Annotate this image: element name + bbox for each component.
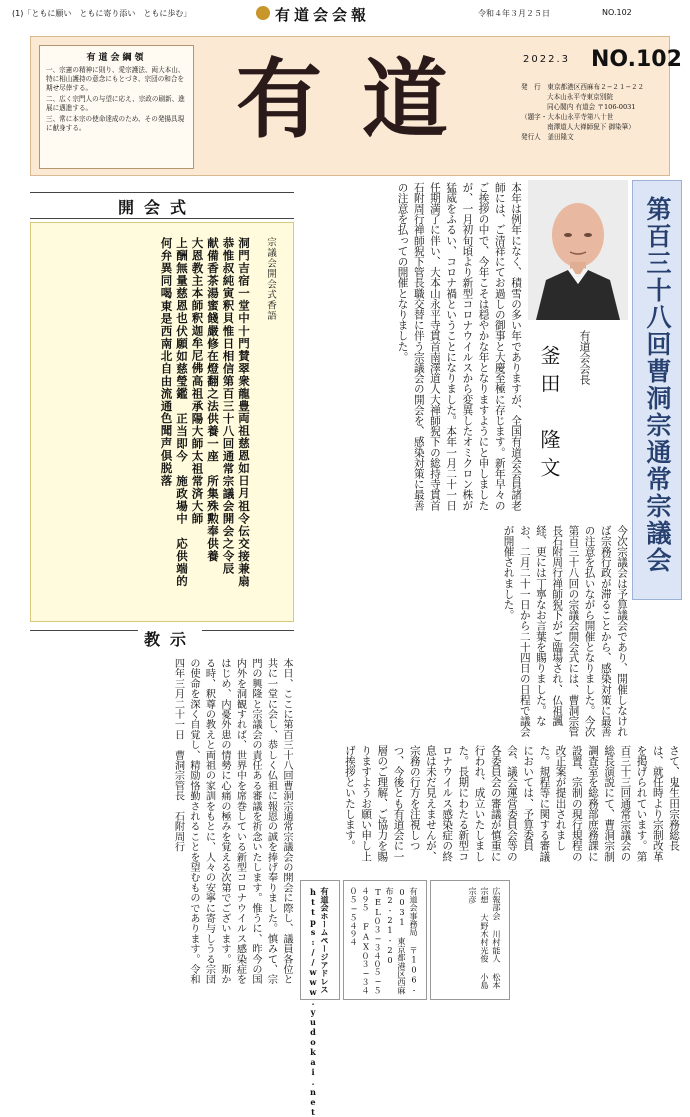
ceremony-title: 宗議会開会式香語 [265, 237, 276, 321]
article-title: 第百三十八回曹洞宗通常宗議会 [643, 196, 672, 574]
office-info: 有道会事務局 〒106-0031 東京都港区西麻布2-21-20 TEL０３−３４０５−５４９５ FAX０３−３４０５−５４９４ [349, 887, 419, 995]
divider [30, 218, 294, 219]
ceremony-verse-line: 東是西南北自由流通 [159, 299, 174, 412]
masthead [30, 36, 682, 176]
publication-line: 南澤道人大禅師猊下 御染筆） [547, 123, 635, 131]
ceremony-verse-line: 太祖常済大師 [190, 449, 205, 525]
ceremony-verse-line: 祖令伝交接兼扇 [237, 499, 251, 587]
instruction-body: 本日、ここに第百三十八回曹洞宗通常宗議会の開会に際し、議員各位と共に一堂に会し、恭しく仏祖に報恩の誠を捧げ奉りました。慎みて、宗門の興隆と宗議会の責任ある審議を祈念いたします。惟うに、昨今の国内外を洞観すれば、世界中を席巻している新型コロナウイルス感染症をはじめ、内憂外患の情勢に心痛の極みを覚える次第でございます。斯かる時、釈尊の教えと両祖の家訓をもとに、人々の安寧に寄与しうる宗団の使命を深く自覚し、精励恪勤されることを望むものであります。令和四年三月二十一日 曹洞宗管長 石附周行 [172, 658, 292, 985]
issue-date: 令和４年３月２５日 [478, 9, 550, 18]
ceremony-verse-line: 高祖承陽大師 [190, 374, 205, 450]
article-body-upper: 本年は例年になく、積雪の多い年でありますが、全国有道会会員諸老師には、ご清祥にてお過しの御事と大慶至極に存じます。新年早々のご挨拶の中で、今年こそは穏やかな年となりますようにと申しましたが、一月初旬頃より新型コロナウイルスから変異したオミクロン株が猛威をふるい、コロナ禍ということになりました。本年一月二十一日任期満了に伴い、大本山永平寺貫首南澤道人大禅師猊下の総持寺貫首石附周行禅師猊下管長職交替に伴う宗議会の開会を、感染対策に最善の注意を払っての開催となりました。 [396, 182, 522, 511]
motto: (1)「ともに願い ともに寄り添い ともに歩む」 [12, 9, 192, 18]
article-body-lower: さて、鬼生田宗務総長は、就任時より宗制改革を掲げられています。第百三十三回通常宗議会の総長演説にて、曹洞宗制調査室を総務部庶務課に設置、宗制の現行規程の改正案が提出されました。規程等に関する審議においては、予算委員会、議会運営委員会等の各委員会の審議が慎重に行われ、成立いたしました。長期にわたる新型コロナウイルス感染症の終息は未だ見えませんが、宗務の行方を注視しつつ、今後とも有道会に一層のご理解、ご協力を賜りますようお願い申し上げ挨拶といたします。 [343, 745, 680, 862]
ceremony-verse-line: 十門賛翠衆龍豊 [237, 324, 251, 412]
publication-line: （題字・大本山永平寺第八十世 [521, 113, 614, 121]
principle-item: 一、宗憲の精神に則り、愛宗護法、両大本山、特に相山護持の意念にもとづき、宗団の和合を期せ尽倖する。 [46, 66, 185, 92]
office-box [343, 880, 427, 1000]
ceremony-verse-line: 何弁異同 [159, 237, 174, 287]
ceremony-verse-line: 喝 [159, 287, 174, 300]
ceremony-verse-line: 両祖慈恩如日月 [237, 412, 251, 500]
seal-icon [256, 6, 270, 20]
masthead-logo: 有道 [236, 49, 488, 150]
ceremony-verse-line: 大恩教主本師釈迦牟尼佛 [190, 237, 205, 375]
year-month: 2022.3 [523, 54, 570, 65]
ceremony-verse-line: 嚴修在燈翻之法供養一座 所集殊勲 [206, 324, 220, 525]
ceremony-verse-line: 献備香茶湯蜜餞 [206, 237, 220, 325]
ceremony-verse-line: 恭惟叔純寅釈貝 [221, 237, 236, 325]
publication-line: 発行人 釜田隆文 [521, 133, 574, 141]
publication-line: 同心閣内 有道会 〒106-0031 [547, 103, 636, 111]
ceremony-verse-line: 如慈瑩鑑 正当即今 施政場中 応供端的 [175, 349, 189, 587]
portrait-photo [528, 180, 628, 320]
paper-name: 有道会会報 [275, 6, 371, 24]
homepage-box [300, 880, 340, 1117]
ceremony-box [30, 222, 294, 622]
principles-box [39, 45, 194, 169]
ceremony-verse [158, 237, 251, 607]
issue-number-large: NO.102 [591, 47, 682, 72]
byline-role: 有道会会長 [578, 330, 591, 385]
ceremony-verse-line: 洞門吉宿一堂中 [237, 237, 251, 325]
portrait-icon [528, 180, 628, 320]
instruction-heading: 教示 [138, 627, 202, 650]
principles-title: 有道会綱領 [86, 53, 147, 63]
ceremony-verse-line: 上酬無量慈恩也 [175, 237, 189, 325]
publication-line: 大本山永平寺東京別院 [547, 93, 613, 101]
ceremony-verse-line: 色聞声倶脱落 [159, 412, 174, 487]
principle-item: 二、広く宗門人の与望に応え、宗政の刷新、進展に邁進する。 [46, 95, 185, 112]
ceremony-verse-line: 奉供養 [206, 524, 220, 562]
ceremony-verse-line: 伏願 [175, 324, 189, 350]
byline-name: 釜田 隆文 [537, 345, 561, 485]
publication-info [521, 82, 666, 142]
issue-number: NO.102 [602, 8, 632, 17]
ceremony-heading: 開会式 [118, 198, 197, 217]
article-body-middle: 今次宗議会は予算議会であり、開催しなければ宗務行政が滞ることから、感染対策に最善の注意を払いながら開催となりました。今次第百三十八回の宗議会開会式には、曹洞宗管長石附周行禅師猊下がご臨場され、仏祖諷経、更には丁寧なお言葉を賜りました。なお、二月二十一日から二十四日の日程で議会が開催されました。 [502, 525, 628, 737]
pr-box [430, 880, 510, 1000]
ceremony-verse-line: 惟日相信第百三十八回通常宗議会開会之令辰 [221, 324, 236, 575]
pr-members: 広報部会 川村能人 松本宗想 大野木村光俊 小島宗彦 [468, 887, 502, 989]
principle-item: 三、常に本宗の使命達成のため、その発揚具現に献身する。 [46, 115, 185, 132]
divider [30, 192, 294, 193]
publication-line: 発 行 東京都港区西麻布２−２１−２２ [521, 83, 645, 91]
homepage-address[interactable]: 有道会ホームページアドレス https://www.yudokai.net [308, 887, 330, 1117]
